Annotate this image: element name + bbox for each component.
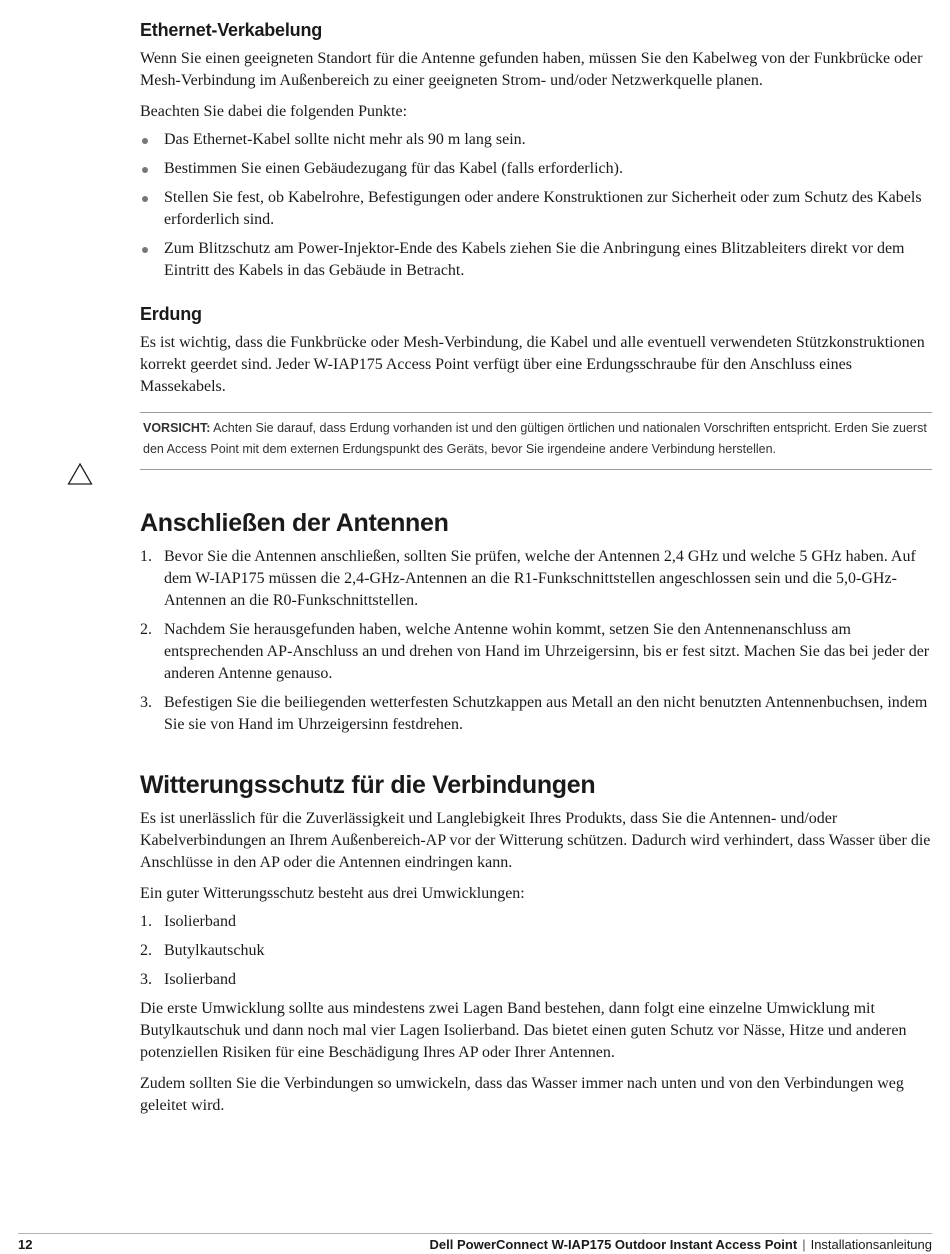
list-item-number: 3. [140,971,152,988]
list-item [140,546,932,612]
caution-box [140,412,932,470]
list-item-text: Bestimmen Sie einen Gebäudezugang für das Kabel (falls erforderlich). [164,160,623,177]
list-item-text: Stellen Sie fest, ob Kabelrohre, Befestigungen oder andere Konstruktionen zur Sicherheit oder zum Schutz des Kabels erforderlich sind. [164,189,922,228]
bullet-icon [142,167,148,173]
caution-text: Achten Sie darauf, dass Erdung vorhanden ist und den gültigen örtlichen und nationalen Vorschriften entspricht. Erden Sie zuerst den Access Point mit dem externen Erdungspunkt des Geräts, bevor Sie irgendeine andere Verbindung herstellen. [143,421,927,456]
list-item-text: Isolierband [164,971,236,988]
list-item-number: 2. [140,621,152,638]
page-content [140,18,932,1126]
list-item-text: Befestigen Sie die beiliegenden wetterfesten Schutzkappen aus Metall an den nicht benutzten Antennenbuchsen, indem Sie sie von Hand im Uhrzeigersinn festdrehen. [164,694,928,733]
list-item-number: 3. [140,694,152,711]
bullet-icon [142,196,148,202]
list-item [140,692,932,736]
witterung-lead: Ein guter Witterungsschutz besteht aus drei Umwicklungen: [140,885,525,902]
list-item-number: 1. [140,913,152,930]
list-item-text: Isolierband [164,913,236,930]
footer-doc-title: Dell PowerConnect W-IAP175 Outdoor Instant Access Point [429,1237,798,1252]
erdung-body: Es ist wichtig, dass die Funkbrücke oder Mesh-Verbindung, die Kabel und alle eventuell verwendeten Stützkonstruktionen korrekt geerdet sind. Jeder W-IAP175 Access Point verfügt über eine Erdungsschraube für den Anschluss eines Massekabels. [140,334,925,395]
warning-triangle-icon [67,462,93,486]
list-item [140,911,932,933]
page-number: 12 [18,1237,33,1252]
heading-witterung: Witterungsschutz für die Verbindungen [140,771,596,799]
heading-antennen: Anschließen der Antennen [140,509,449,537]
list-item [140,940,932,962]
list-item [140,969,932,991]
list-item [140,129,932,151]
footer-separator: | [802,1237,806,1252]
ethernet-intro: Wenn Sie einen geeigneten Standort für die Antenne gefunden haben, müssen Sie den Kabelweg von der Funkbrücke oder Mesh-Verbindung im Außenbereich zu einer geeigneten Strom- und/oder Netzwerkquelle planen. [140,50,923,89]
list-item [140,619,932,685]
witterung-para-2: Zudem sollten Sie die Verbindungen so umwickeln, dass das Wasser immer nach unten und von den Verbindungen weg geleitet wird. [140,1075,904,1114]
witterung-para-1: Die erste Umwicklung sollte aus mindestens zwei Lagen Band bestehen, dann folgt eine einzelne Umwicklung mit Butylkautschuk und dann noch mal vier Lagen Isolierband. Das bietet einen guten Schutz vor Nässe, Hitze und anderen potenziellen Risiken für eine Beschädigung Ihres AP oder Ihrer Antennen. [140,1000,907,1061]
antennen-step-list [140,546,932,736]
list-item-text: Das Ethernet-Kabel sollte nicht mehr als 90 m lang sein. [164,131,526,148]
footer-doc-type: Installationsanleitung [810,1237,932,1252]
heading-ethernet: Ethernet-Verkabelung [140,20,323,40]
list-item-number: 2. [140,942,152,959]
witterung-intro: Es ist unerlässlich für die Zuverlässigkeit und Langlebigkeit Ihres Produkts, dass Sie die Antennen- und/oder Kabelverbindungen an Ihrem Außenbereich-AP vor der Witterung schützen. Dadurch wird verhindert, dass Wasser über die Anschlüsse in den AP oder die Antennen eindringen kann. [140,810,931,871]
ethernet-lead: Beachten Sie dabei die folgenden Punkte: [140,103,408,120]
list-item [140,158,932,180]
list-item [140,187,932,231]
list-item-number: 1. [140,548,152,565]
heading-erdung: Erdung [140,304,202,324]
bullet-icon [142,138,148,144]
caution-label: VORSICHT: [143,421,211,435]
ethernet-bullet-list [140,129,932,282]
list-item-text: Butylkautschuk [164,942,265,959]
witterung-layer-list [140,911,932,991]
list-item-text: Nachdem Sie herausgefunden haben, welche Antenne wohin kommt, setzen Sie den Antennenanschluss am entsprechenden AP-Anschluss an und drehen von Hand im Uhrzeigersinn, bis er fest sitzt. Machen Sie das bei jeder der anderen Antenne genauso. [164,621,930,682]
list-item-text: Zum Blitzschutz am Power-Injektor-Ende des Kabels ziehen Sie die Anbringung eines Blitzableiters direkt vor dem Eintritt des Kabels in das Gebäude in Betracht. [164,240,905,279]
footer-doc-info [430,1237,932,1253]
list-item-text: Bevor Sie die Antennen anschließen, sollten Sie prüfen, welche der Antennen 2,4 GHz und welche 5 GHz haben. Auf dem W-IAP175 müssen die 2,4-GHz-Antennen an die R1-Funkschnittstellen angeschlossen sein und die 5,0-GHz-Antennen an die R0-Funkschnittstellen. [164,548,916,609]
footer-divider [18,1233,932,1234]
list-item [140,238,932,282]
bullet-icon [142,247,148,253]
